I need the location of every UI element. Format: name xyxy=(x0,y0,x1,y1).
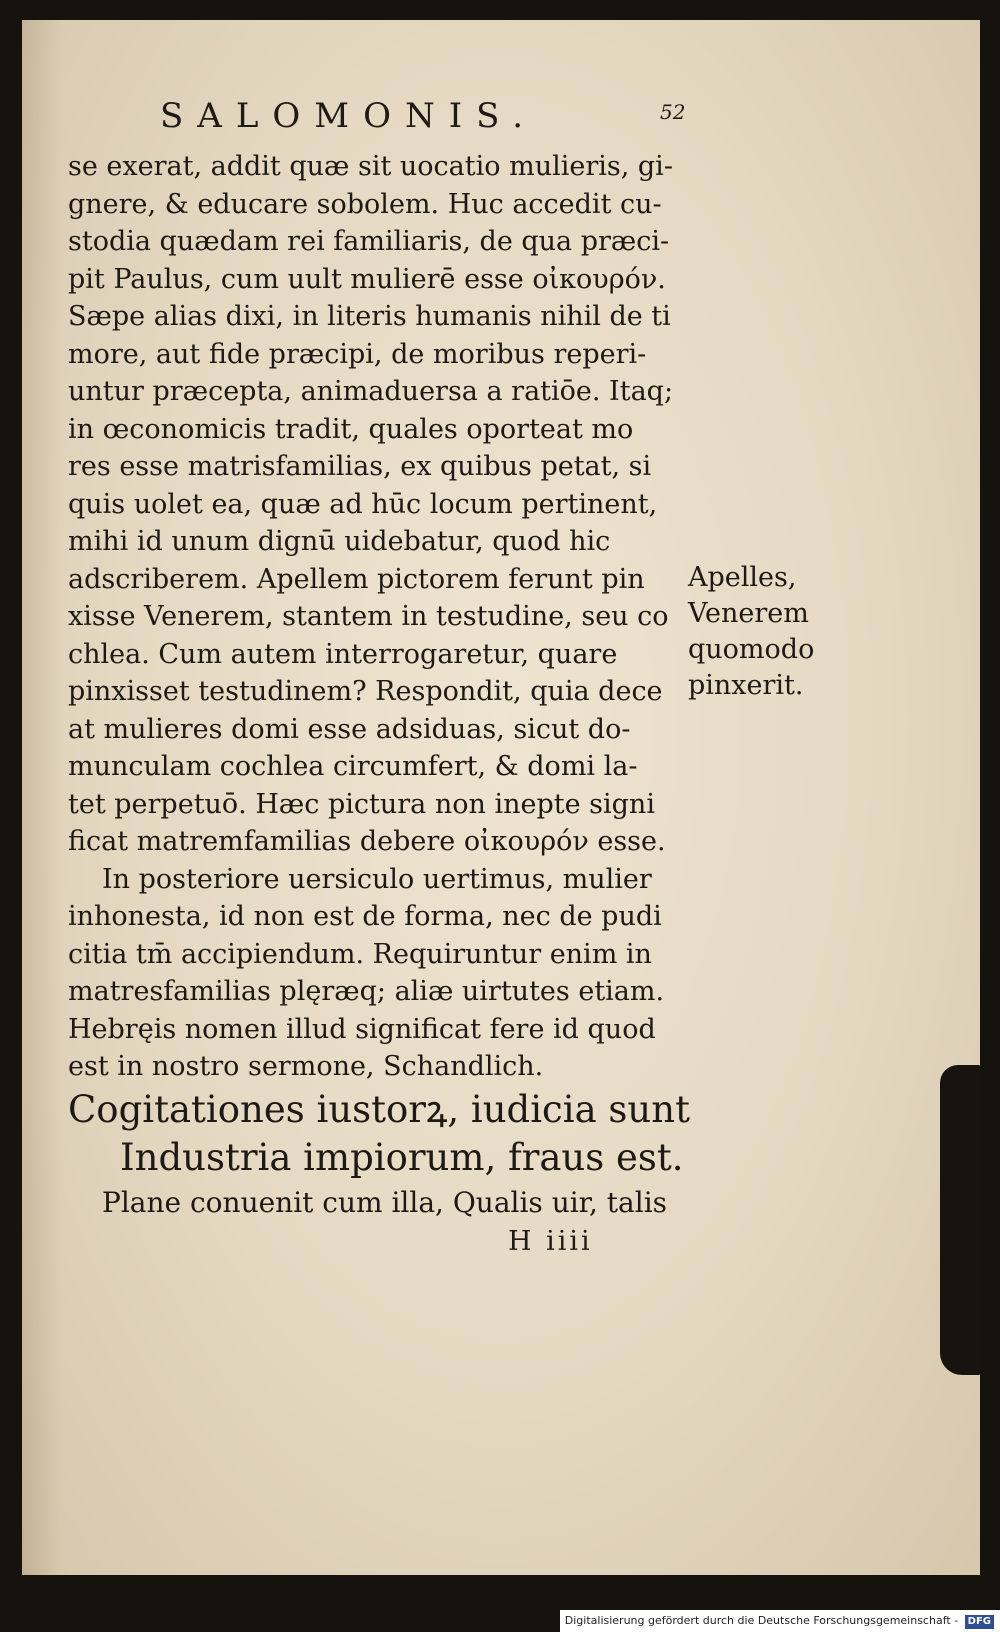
text-line: matresfamilias plęræq; aliæ uirtutes etiam. xyxy=(68,976,665,1007)
marginal-note-line: Apelles, xyxy=(688,562,797,593)
text-line: more, aut fide præcipi, de moribus reperi- xyxy=(68,338,647,370)
text-line: munculam cochlea circumfert, & domi la- xyxy=(68,751,638,782)
text-line: Sæpe alias dixi, in literis humanis nihil de ti xyxy=(68,301,671,332)
text-line: quis uolet ea, quæ ad hūc locum pertinent, xyxy=(68,488,658,520)
text-line: pit Paulus, cum uult mulierē esse οἰκουρόν. xyxy=(68,263,666,295)
marginal-note-line: pinxerit. xyxy=(688,670,804,701)
text-line: res esse matrisfamilias, ex quibus petat, si xyxy=(68,451,652,482)
credit-text: Digitalisierung gefördert durch die Deutsche Forschungsgemeinschaft - xyxy=(564,1614,959,1627)
text-line: Hebręis nomen illud significat fere id quod xyxy=(68,1013,656,1045)
text-line: untur præcepta, animaduersa a ratiōe. Itaq; xyxy=(68,376,674,407)
text-line: mihi id unum dignū uidebatur, quod hic xyxy=(68,526,611,557)
catchword: H iiii xyxy=(508,1226,593,1257)
text-line: xisse Venerem, stantem in testudine, seu co xyxy=(68,601,669,632)
body-text xyxy=(68,148,708,1086)
verse-line-1: Cogitationes iustorꝝ, iudicia sunt xyxy=(68,1088,690,1131)
folio-number: 52 xyxy=(660,100,686,124)
verse-line-2: Industria impiorum, fraus est. xyxy=(120,1136,684,1179)
page-damage xyxy=(940,1065,982,1375)
text-line: inhonesta, id non est de forma, nec de pudi xyxy=(68,901,662,932)
commentary-line: Plane conuenit cum illa, Qualis uir, talis xyxy=(102,1186,668,1219)
running-title: SALOMONIS. xyxy=(160,96,538,136)
text-line: est in nostro sermone, Schandlich. xyxy=(68,1051,544,1082)
text-line: pinxisset testudinem? Respondit, quia dece xyxy=(68,676,663,707)
text-line: in œconomicis tradit, quales oporteat mo xyxy=(68,413,634,445)
text-line: chlea. Cum autem interrogaretur, quare xyxy=(68,638,618,670)
marginal-note-line: quomodo xyxy=(688,634,815,665)
text-line: In posteriore uersiculo uertimus, mulier xyxy=(102,863,652,895)
text-line: tet perpetuō. Hæc pictura non inepte signi xyxy=(68,788,655,820)
text-line: se exerat, addit quæ sit uocatio mulieris, gi- xyxy=(68,151,673,182)
digitization-credit xyxy=(560,1610,1000,1632)
text-line: stodia quædam rei familiaris, de qua præci- xyxy=(68,226,670,257)
text-line: adscriberem. Apellem pictorem ferunt pin xyxy=(68,563,645,595)
text-line: gnere, & educare sobolem. Huc accedit cu- xyxy=(68,188,662,220)
text-line: ficat matremfamilias debere οἰκουρόν esse. xyxy=(68,826,666,857)
dfg-logo: DFG xyxy=(965,1615,994,1629)
text-line: citia tm̄ accipiendum. Requiruntur enim in xyxy=(68,938,652,970)
marginal-note xyxy=(688,560,858,704)
marginal-note-line: Venerem xyxy=(688,598,809,629)
text-line: at mulieres domi esse adsiduas, sicut do- xyxy=(68,713,631,745)
